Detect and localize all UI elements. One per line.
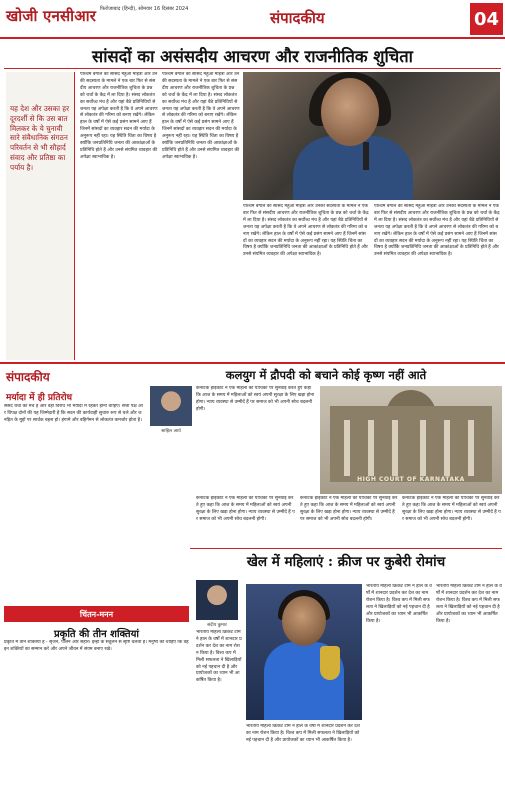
editorial-body: संसद चर्चा का मंच है और वहां विरोध भी मर्यादा में रहकर होना चाहिए। सत्ता पक्ष और विपक्ष दोनों की यह जिम्मेदारी है कि सदन की कार्यवाही सुचारु रूप से चले और जनहित के मुद्दों पर सार्थक बहस हो। हंगामे और बहिर्गमन से लोकतंत्र कमजोर होता है। bbox=[4, 404, 143, 423]
chintan-label: चिंतन-मनन bbox=[4, 606, 189, 622]
kalyug-headline: कलयुग में द्रौपदी को बचाने कोई कृष्ण नहीं आते bbox=[225, 368, 427, 382]
article-column-4: पश्चिम बंगाल की सांसद महुआ मोइत्रा और उनकी सदस्यता के मामले ने एक बार फिर से संसदीय आचरण और राजनीतिक शुचिता के प्रश्न को चर्चा के केंद्र में ला दिया है। संसद लोकतंत्र का सर्वोच्च मंच है और यहां बैठे प्रतिनिधियों से जनता यह अपेक्षा करती है कि वे अपने आचरण से लोकतंत्र की गरिमा को बनाए रखेंगे। लेकिन हाल के वर्षों में ऐसे कई प्रसंग सामने आए हैं जिनमें सांसदों का व्यवहार सदन की मर्यादा के अनुरूप नहीं रहा। यह स्थिति चिंता का विषय है क्योंकि जनप्रतिनिधि जनता की आकांक्षाओं के प्रतिनिधि होते हैं और उनसे संयमित व्यवहार की अपेक्षा स्वाभाविक है। bbox=[374, 204, 500, 258]
editorial-label: संपादकीय bbox=[6, 370, 50, 384]
article-column-1: पश्चिम बंगाल की सांसद महुआ मोइत्रा और उनकी सदस्यता के मामले ने एक बार फिर से संसदीय आचरण और राजनीतिक शुचिता के प्रश्न को चर्चा के केंद्र में ला दिया है। संसद लोकतंत्र का सर्वोच्च मंच है और यहां बैठे प्रतिनिधियों से जनता यह अपेक्षा करती है कि वे अपने आचरण से लोकतंत्र की गरिमा को बनाए रखेंगे। लेकिन हाल के वर्षों में ऐसे कई प्रसंग सामने आए हैं जिनमें सांसदों का व्यवहार सदन की मर्यादा के अनुरूप नहीं रहा। यह स्थिति चिंता का विषय है क्योंकि जनप्रतिनिधि जनता की आकांक्षाओं के प्रतिनिधि होते हैं और उनसे संयमित व्यवहार की अपेक्षा स्वाभाविक है। bbox=[80, 72, 158, 160]
chintan-body: प्रकृति में तीन शक्तियां हैं - सृजन, पालन और संहार। इन्हीं के संतुलन से सृष्टि चलती है। मनुष्य को चाहिए कि वह इन शक्तियों का सम्मान करे और अपने जीवन में संयम बनाए रखे। bbox=[4, 640, 189, 652]
khel-headline: खेल में महिलाएं : क्रीज पर कुबेरी रोमांच bbox=[246, 554, 446, 570]
cricketer-photo bbox=[246, 584, 362, 720]
kalyug-body-1: कर्नाटक हाईकोर्ट ने एक महिला की याचिका पर सुनवाई करते हुए कहा कि आज के समय में महिलाओं को स्वयं अपनी सुरक्षा के लिए खड़ा होना होगा। न्याय व्यवस्था से उम्मीदें हैं पर समाज को भी अपनी सोच बदलनी होगी। bbox=[196, 386, 315, 412]
lead-quote: यह देश और उसका हर दूरदर्शी से कि उस बात मिलकर के ये चुनावी सारे संवैधानिक संगठन परिवर्तन से भी सौहार्द संवाद और प्रतिष्ठा का पर्याय है। bbox=[10, 104, 70, 172]
header-divider bbox=[0, 37, 505, 39]
masthead: खोजी एनसीआर bbox=[6, 7, 97, 25]
chintan-title: प्रकृति की तीन शक्तियां bbox=[53, 629, 140, 640]
article-photo bbox=[243, 72, 500, 200]
section-divider bbox=[0, 362, 505, 364]
khel-body-1: भारतीय महिला क्रिकेट टीम ने हाल के वर्षों में शानदार प्रदर्शन कर देश का नाम रोशन किया है। विश्व कप में मिली सफलता ने खिलाड़ियों को नई पहचान दी है और प्रायोजकों का ध्यान भी आकर्षित किया है। bbox=[196, 630, 242, 684]
author-name: संदीप कुमार bbox=[207, 623, 227, 628]
khel-body-4: भारतीय महिला क्रिकेट टीम ने हाल के वर्षों में शानदार प्रदर्शन कर देश का नाम रोशन किया है। विश्व कप में मिली सफलता ने खिलाड़ियों को नई पहचान दी है और प्रायोजकों का ध्यान भी आकर्षित किया है। bbox=[246, 724, 360, 743]
section-tag: संपादकीय bbox=[270, 9, 325, 27]
author-avatar bbox=[196, 580, 238, 620]
kalyug-body-3: कर्नाटक हाईकोर्ट ने एक महिला की याचिका पर सुनवाई करते हुए कहा कि आज के समय में महिलाओं को स्वयं अपनी सुरक्षा के लिए खड़ा होना होगा। न्याय व्यवस्था से उम्मीदें हैं पर समाज को भी अपनी सोच बदलनी होगी। bbox=[300, 496, 398, 522]
headline-rule bbox=[4, 68, 501, 69]
kalyug-body-2: कर्नाटक हाईकोर्ट ने एक महिला की याचिका पर सुनवाई करते हुए कहा कि आज के समय में महिलाओं को स्वयं अपनी सुरक्षा के लिए खड़ा होना होगा। न्याय व्यवस्था से उम्मीदें हैं पर समाज को भी अपनी सोच बदलनी होगी। bbox=[196, 496, 295, 522]
kalyug-body-4: कर्नाटक हाईकोर्ट ने एक महिला की याचिका पर सुनवाई करते हुए कहा कि आज के समय में महिलाओं को स्वयं अपनी सुरक्षा के लिए खड़ा होना होगा। न्याय व्यवस्था से उम्मीदें हैं पर समाज को भी अपनी सोच बदलनी होगी। bbox=[402, 496, 501, 522]
main-headline: सांसदों का असंसदीय आचरण और राजनीतिक शुचिता bbox=[92, 47, 413, 66]
author-name: साहिल आर्य bbox=[161, 429, 181, 434]
khel-divider bbox=[190, 548, 502, 549]
khel-body-3: भारतीय महिला क्रिकेट टीम ने हाल के वर्षों में शानदार प्रदर्शन कर देश का नाम रोशन किया है। विश्व कप में मिली सफलता ने खिलाड़ियों को नई पहचान दी है और प्रायोजकों का ध्यान भी आकर्षित किया है। bbox=[436, 584, 502, 624]
court-photo bbox=[320, 386, 502, 494]
court-sign: HIGH COURT OF KARNATAKA bbox=[357, 476, 465, 483]
khel-body-2: भारतीय महिला क्रिकेट टीम ने हाल के वर्षों में शानदार प्रदर्शन कर देश का नाम रोशन किया है। विश्व कप में मिली सफलता ने खिलाड़ियों को नई पहचान दी है और प्रायोजकों का ध्यान भी आकर्षित किया है। bbox=[366, 584, 432, 624]
article-column-2: पश्चिम बंगाल की सांसद महुआ मोइत्रा और उनकी सदस्यता के मामले ने एक बार फिर से संसदीय आचरण और राजनीतिक शुचिता के प्रश्न को चर्चा के केंद्र में ला दिया है। संसद लोकतंत्र का सर्वोच्च मंच है और यहां बैठे प्रतिनिधियों से जनता यह अपेक्षा करती है कि वे अपने आचरण से लोकतंत्र की गरिमा को बनाए रखेंगे। लेकिन हाल के वर्षों में ऐसे कई प्रसंग सामने आए हैं जिनमें सांसदों का व्यवहार सदन की मर्यादा के अनुरूप नहीं रहा। यह स्थिति चिंता का विषय है क्योंकि जनप्रतिनिधि जनता की आकांक्षाओं के प्रतिनिधि होते हैं और उनसे संयमित व्यवहार की अपेक्षा स्वाभाविक है। bbox=[162, 72, 240, 160]
author-avatar bbox=[150, 386, 192, 426]
dateline: फिरोजाबाद (हिन्दी), सोमवार 16 दिसंबर 2024 bbox=[100, 6, 189, 12]
page-number: 04 bbox=[470, 3, 503, 35]
editorial-title: मर्यादा में ही प्रतिरोध bbox=[6, 393, 73, 403]
article-column-3: पश्चिम बंगाल की सांसद महुआ मोइत्रा और उनकी सदस्यता के मामले ने एक बार फिर से संसदीय आचरण और राजनीतिक शुचिता के प्रश्न को चर्चा के केंद्र में ला दिया है। संसद लोकतंत्र का सर्वोच्च मंच है और यहां बैठे प्रतिनिधियों से जनता यह अपेक्षा करती है कि वे अपने आचरण से लोकतंत्र की गरिमा को बनाए रखेंगे। लेकिन हाल के वर्षों में ऐसे कई प्रसंग सामने आए हैं जिनमें सांसदों का व्यवहार सदन की मर्यादा के अनुरूप नहीं रहा। यह स्थिति चिंता का विषय है क्योंकि जनप्रतिनिधि जनता की आकांक्षाओं के प्रतिनिधि होते हैं और उनसे संयमित व्यवहार की अपेक्षा स्वाभाविक है। bbox=[243, 204, 369, 258]
